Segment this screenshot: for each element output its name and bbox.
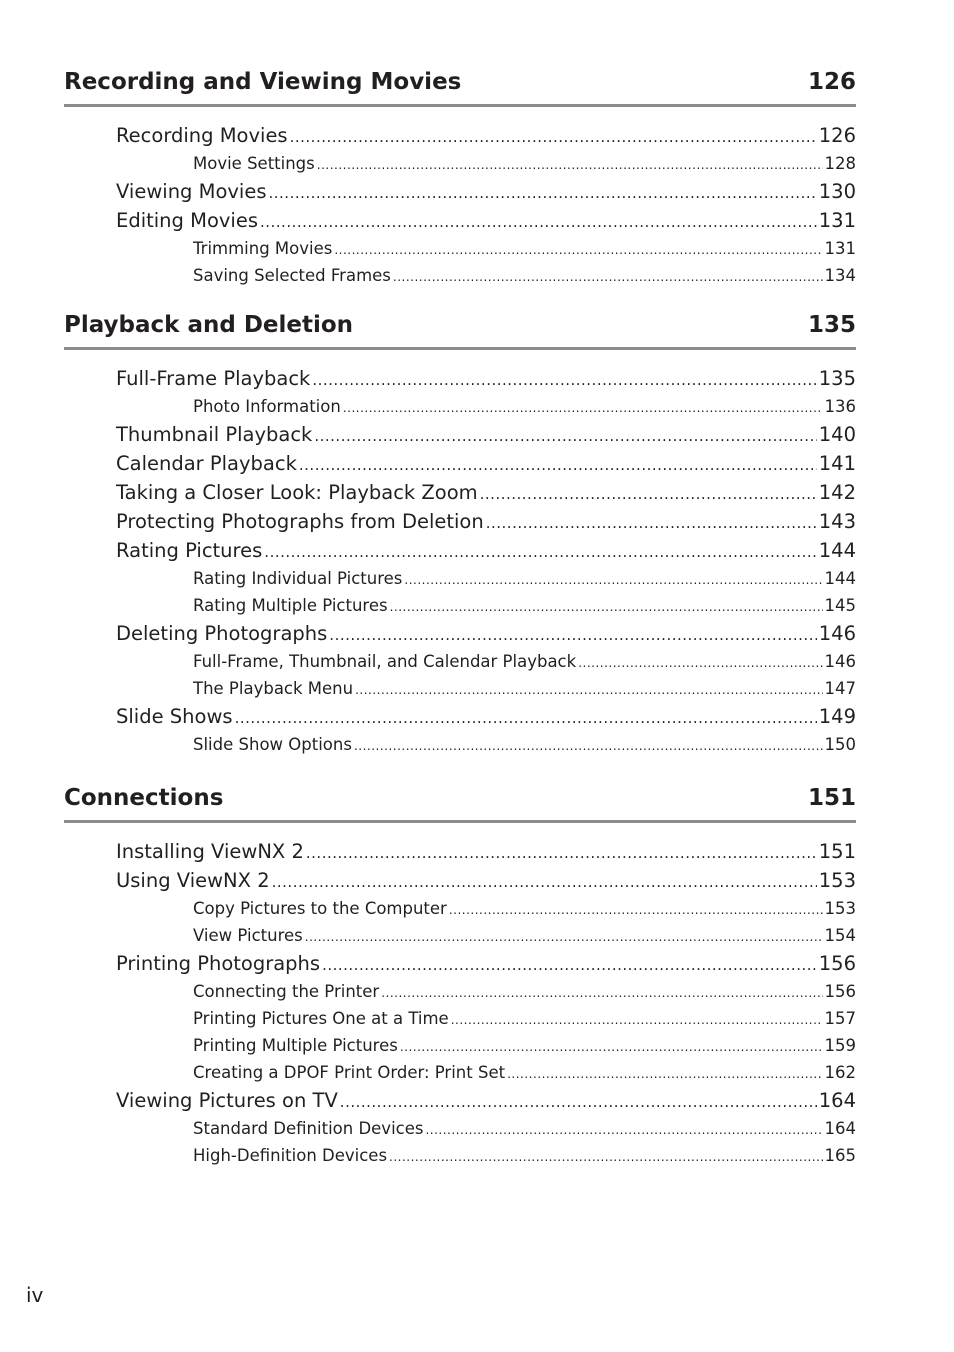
entry-label: Rating Pictures	[116, 539, 263, 562]
entry-page: 153	[824, 899, 856, 918]
dot-leader	[272, 866, 817, 897]
dot-leader	[340, 1086, 817, 1117]
dot-leader	[306, 837, 817, 868]
toc-entry[interactable]	[116, 206, 856, 235]
entry-page: 128	[824, 154, 856, 173]
section-page: 135	[807, 312, 856, 338]
entry-label: Recording Movies	[116, 124, 288, 147]
entry-page: 164	[818, 1089, 856, 1112]
toc-entry[interactable]	[116, 866, 856, 895]
entry-page: 165	[824, 1146, 856, 1165]
toc-subentry[interactable]	[193, 262, 856, 289]
dot-leader	[393, 262, 823, 291]
entry-page: 131	[818, 209, 856, 232]
entry-page: 164	[824, 1119, 856, 1138]
entry-page: 147	[824, 679, 856, 698]
entry-page: 136	[824, 397, 856, 416]
entry-label: Photo Information	[193, 397, 341, 416]
entry-label: Rating Multiple Pictures	[193, 596, 388, 615]
dot-leader	[305, 922, 823, 951]
toc-subentry[interactable]	[193, 1005, 856, 1032]
section-title: Recording and Viewing Movies	[64, 69, 462, 95]
toc-subentry[interactable]	[193, 565, 856, 592]
toc-section	[64, 784, 856, 1169]
dot-leader	[299, 449, 817, 480]
entry-label: Using ViewNX 2	[116, 869, 270, 892]
entry-page: 131	[824, 239, 856, 258]
entry-page: 130	[818, 180, 856, 203]
section-header[interactable]	[64, 784, 856, 823]
entry-page: 162	[824, 1063, 856, 1082]
toc-subentry[interactable]	[193, 150, 856, 177]
section-title: Playback and Deletion	[64, 312, 354, 338]
dot-leader	[269, 177, 817, 208]
toc-section	[64, 311, 856, 758]
entry-page: 154	[824, 926, 856, 945]
dot-leader	[235, 702, 817, 733]
dot-leader	[322, 949, 817, 980]
toc-entry[interactable]	[116, 449, 856, 478]
toc-entry[interactable]	[116, 619, 856, 648]
entry-page: 151	[818, 840, 856, 863]
dot-leader	[290, 121, 817, 152]
entry-page: 143	[818, 510, 856, 533]
dot-leader	[404, 565, 822, 594]
toc-entry[interactable]	[116, 478, 856, 507]
page-number: iv	[26, 1283, 44, 1307]
entry-label: Viewing Movies	[116, 180, 267, 203]
entry-page: 153	[818, 869, 856, 892]
toc-entry[interactable]	[116, 702, 856, 731]
section-header[interactable]	[64, 311, 856, 350]
entry-label: Full-Frame, Thumbnail, and Calendar Playback	[193, 652, 577, 671]
entry-label: Installing ViewNX 2	[116, 840, 304, 863]
toc-entry[interactable]	[116, 177, 856, 206]
entry-label: Printing Multiple Pictures	[193, 1036, 398, 1055]
entry-label: The Playback Menu	[193, 679, 354, 698]
entry-label: Connecting the Printer	[193, 982, 380, 1001]
dot-leader	[354, 731, 823, 760]
entry-page: 146	[818, 622, 856, 645]
entry-label: Printing Photographs	[116, 952, 321, 975]
section-page: 126	[807, 69, 856, 95]
toc-subentry[interactable]	[193, 393, 856, 420]
toc-subentry[interactable]	[193, 731, 856, 758]
dot-leader	[260, 206, 817, 237]
dot-leader	[343, 393, 823, 422]
dot-leader	[578, 648, 822, 677]
dot-leader	[400, 1032, 823, 1061]
entry-page: 157	[824, 1009, 856, 1028]
dot-leader	[451, 1005, 823, 1034]
dot-leader	[389, 1142, 822, 1171]
dot-leader	[314, 420, 816, 451]
toc-subentry[interactable]	[193, 978, 856, 1005]
toc-subentry[interactable]	[193, 1032, 856, 1059]
dot-leader	[355, 675, 822, 704]
section-title: Connections	[64, 785, 224, 811]
entry-page: 159	[824, 1036, 856, 1055]
entry-label: Rating Individual Pictures	[193, 569, 403, 588]
entry-label: Standard Definition Devices	[193, 1119, 424, 1138]
section-page: 151	[807, 785, 856, 811]
dot-leader	[312, 364, 816, 395]
toc-entry[interactable]	[116, 1086, 856, 1115]
toc-subentry[interactable]	[193, 592, 856, 619]
dot-leader	[329, 619, 816, 650]
entry-label: Full-Frame Playback	[116, 367, 311, 390]
entry-label: High-Definition Devices	[193, 1146, 388, 1165]
entry-label: Printing Pictures One at a Time	[193, 1009, 449, 1028]
entry-page: 149	[818, 705, 856, 728]
entry-label: Slide Show Options	[193, 735, 352, 754]
entry-page: 144	[818, 539, 856, 562]
toc-subentry[interactable]	[193, 922, 856, 949]
entry-page: 141	[818, 452, 856, 475]
section-header[interactable]	[64, 68, 856, 107]
toc-subentry[interactable]	[193, 1115, 856, 1142]
entry-page: 145	[824, 596, 856, 615]
entry-label: Calendar Playback	[116, 452, 297, 475]
dot-leader	[480, 478, 817, 509]
entry-page: 135	[818, 367, 856, 390]
toc-entry[interactable]	[116, 949, 856, 978]
entry-label: View Pictures	[193, 926, 303, 945]
entry-page: 142	[818, 481, 856, 504]
toc-entry[interactable]	[116, 536, 856, 565]
toc-subentry[interactable]	[193, 675, 856, 702]
dot-leader	[334, 235, 822, 264]
toc-subentry[interactable]	[193, 1059, 856, 1086]
toc-subentry[interactable]	[193, 895, 856, 922]
entry-page: 156	[818, 952, 856, 975]
entry-label: Movie Settings	[193, 154, 315, 173]
toc-entry[interactable]	[116, 837, 856, 866]
dot-leader	[390, 592, 823, 621]
dot-leader	[317, 150, 823, 179]
entry-page: 150	[824, 735, 856, 754]
toc-subentry[interactable]	[193, 648, 856, 675]
entry-page: 146	[824, 652, 856, 671]
toc-section	[64, 68, 856, 289]
entry-label: Slide Shows	[116, 705, 233, 728]
entry-page: 134	[824, 266, 856, 285]
entry-label: Saving Selected Frames	[193, 266, 391, 285]
entry-page: 140	[818, 423, 856, 446]
dot-leader	[381, 978, 822, 1007]
entry-label: Thumbnail Playback	[116, 423, 313, 446]
entry-label: Creating a DPOF Print Order: Print Set	[193, 1063, 506, 1082]
dot-leader	[264, 536, 816, 567]
entry-page: 126	[818, 124, 856, 147]
toc-subentry[interactable]	[193, 235, 856, 262]
dot-leader	[507, 1059, 822, 1088]
entry-label: Editing Movies	[116, 209, 258, 232]
entry-label: Deleting Photographs	[116, 622, 328, 645]
entry-page: 156	[824, 982, 856, 1001]
entry-label: Viewing Pictures on TV	[116, 1089, 338, 1112]
entry-page: 144	[824, 569, 856, 588]
dot-leader	[425, 1115, 822, 1144]
entry-label: Trimming Movies	[193, 239, 333, 258]
dot-leader	[486, 507, 817, 538]
entry-label: Taking a Closer Look: Playback Zoom	[116, 481, 478, 504]
entry-label: Protecting Photographs from Deletion	[116, 510, 484, 533]
toc-entry[interactable]	[116, 121, 856, 150]
toc-entry[interactable]	[116, 420, 856, 449]
toc-entry[interactable]	[116, 507, 856, 536]
dot-leader	[449, 895, 823, 924]
toc-entry[interactable]	[116, 364, 856, 393]
entry-label: Copy Pictures to the Computer	[193, 899, 447, 918]
toc-subentry[interactable]	[193, 1142, 856, 1169]
